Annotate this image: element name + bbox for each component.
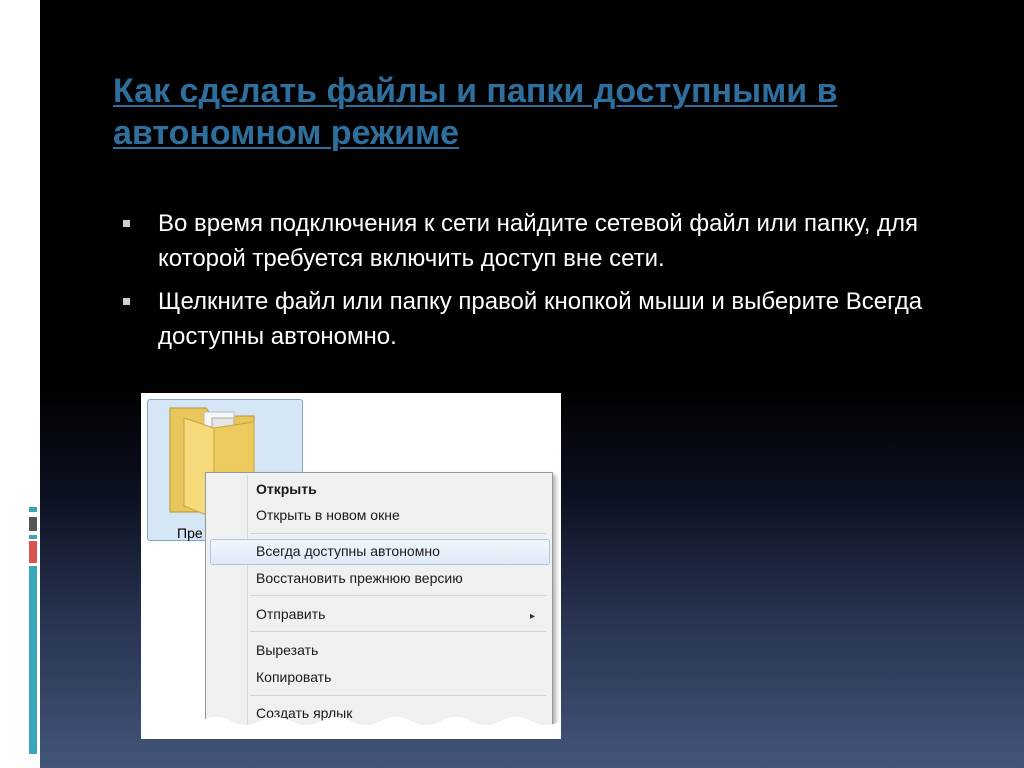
deco-bar-dark-top	[0, 0, 40, 100]
bullet-text: Щелкните файл или папку правой кнопкой мыши и выберите Всегда доступны автономно.	[158, 288, 923, 350]
menu-item-always-available-offline[interactable]: Всегда доступны автономно	[256, 543, 440, 559]
slide-title: Как сделать файлы и папки доступными в автономном режиме	[113, 72, 838, 152]
menu-item-cut[interactable]: Вырезать	[256, 642, 319, 658]
menu-separator	[250, 695, 546, 696]
deco-bar-3	[29, 535, 37, 539]
torn-edge-decoration	[141, 711, 561, 739]
submenu-arrow-icon: ▸	[530, 611, 536, 622]
deco-bar-4	[29, 541, 37, 563]
bullet-text: Во время подключения к сети найдите сетевой файл или папку, для которой требуется включить доступ вне сети.	[158, 210, 919, 272]
deco-bar-1	[29, 507, 37, 512]
bullet-list	[118, 206, 938, 362]
menu-separator	[250, 533, 546, 534]
menu-item-open[interactable]: Открыть	[256, 481, 317, 497]
menu-item-send-to[interactable]: Отправить	[256, 606, 326, 622]
menu-item-open-new-window[interactable]: Открыть в новом окне	[256, 507, 400, 523]
context-menu	[205, 472, 553, 736]
menu-item-copy[interactable]: Копировать	[256, 669, 332, 685]
folder-caption: Пре	[177, 525, 203, 541]
menu-gutter-divider	[247, 475, 248, 733]
menu-item-restore-previous-version[interactable]: Восстановить прежнюю версию	[256, 570, 463, 586]
menu-item-create-shortcut[interactable]: Создать ярлык	[256, 705, 353, 721]
bullet-item	[118, 284, 938, 354]
menu-separator	[250, 631, 546, 632]
bullet-item	[118, 206, 938, 276]
context-menu-screenshot	[141, 393, 561, 739]
bullet-marker-icon	[123, 298, 130, 305]
deco-bar-2	[29, 517, 37, 531]
bullet-marker-icon	[123, 220, 130, 227]
deco-bar-5	[29, 566, 37, 754]
menu-separator	[250, 595, 546, 596]
